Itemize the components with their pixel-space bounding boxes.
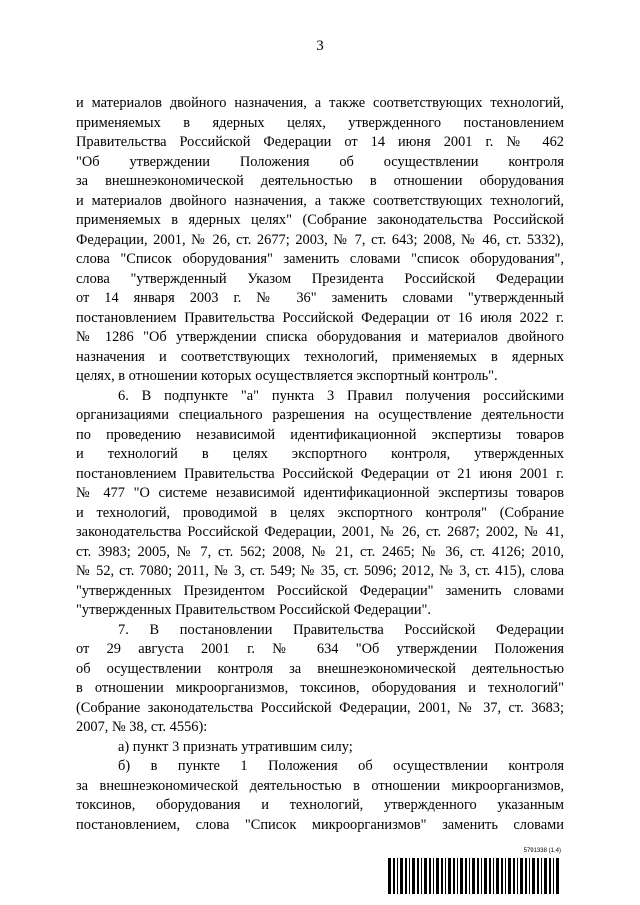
text-line: 6. В подпункте "а" пункта 3 Правил получения российскими [118, 387, 564, 404]
text-line: от 14 января 2003 г. № 36" заменить словами "утвержденный [76, 290, 564, 306]
text-line: Правительства Российской Федерации от 14 июня 2001 г. № 462 [76, 134, 564, 150]
text-line: ст. 3983; 2005, № 7, ст. 562; 2008, № 21, ст. 2465; № 36, ст. 4126; 2010, [76, 543, 564, 560]
text-line: слова "утвержденный Указом Президента Российской Федерации [76, 270, 564, 287]
text-line: № 477 "О системе независимой идентификационной экспертизы товаров [76, 485, 564, 501]
text-line: и технологий, проводимой в целях экспортного контроля" (Собрание [76, 504, 564, 521]
text-line: и материалов двойного назначения, а также соответствующих технологий, [76, 192, 564, 209]
text-line: б) в пункте 1 Положения об осуществлении контроля [118, 758, 564, 774]
text-line: "Об утверждении Положения об осуществлении контроля [76, 153, 564, 170]
text-line: целях, в отношении которых осуществляется экспортный контроль". [76, 368, 498, 384]
text-line: постановлением Правительства Российской Федерации от 21 июня 2001 г. [76, 465, 564, 482]
text-line: слова "Список оборудования" заменить словами "список оборудования", [76, 251, 564, 267]
text-line: токсинов, оборудования и технологий, утвержденного указанным [76, 797, 564, 813]
text-line: применяемых в ядерных целях, утвержденного постановлением [76, 114, 564, 131]
text-line: от 29 августа 2001 г. № 634 "Об утверждении Положения [76, 641, 564, 657]
text-line: № 1286 "Об утверждении списка оборудования и материалов двойного [76, 329, 564, 345]
text-line: в отношении микроорганизмов, токсинов, оборудования и технологий" [76, 680, 564, 696]
text-line: за внешнеэкономической деятельностью в отношении микроорганизмов, [76, 777, 564, 794]
text-line: 7. В постановлении Правительства Российской Федерации [118, 621, 564, 638]
text-line: законодательства Российской Федерации, 2001, № 26, ст. 2687; 2002, № 41, [76, 524, 564, 540]
barcode-block [386, 848, 566, 896]
text-line: постановлением, слова "Список микроорганизмов" заменить словами [76, 816, 564, 833]
barcode-caption: 5791338 (1.4) [523, 848, 561, 854]
text-line: и технологий в целях экспортного контроля, утвержденных [76, 446, 564, 462]
text-line: по проведению независимой идентификационной экспертизы товаров [76, 426, 564, 443]
text-line: постановлением Правительства Российской Федерации от 16 июля 2022 г. [76, 309, 564, 326]
document-body [76, 94, 564, 835]
text-line: а) пункт 3 признать утратившим силу; [118, 738, 353, 755]
text-line: "утвержденных Президентом Российской Федерации" заменить словами [76, 582, 564, 599]
text-line: применяемых в ядерных целях" (Собрание законодательства Российской [76, 212, 564, 228]
text-line: "утвержденных Правительством Российской Федерации". [76, 602, 432, 618]
text-line: организациями специального разрешения на осуществление деятельности [76, 407, 564, 423]
text-line: и материалов двойного назначения, а также соответствующих технологий, [76, 95, 564, 111]
text-line: № 52, ст. 7080; 2011, № 3, ст. 549; № 35, ст. 5096; 2012, № 3, ст. 415), слова [76, 563, 564, 579]
text-line: назначения и соответствующих технологий, применяемых в ядерных [76, 348, 564, 365]
text-line: за внешнеэкономической деятельностью в отношении оборудования [76, 173, 564, 189]
text-line: об осуществлении контроля за внешнеэкономической деятельностью [76, 660, 564, 677]
barcode-image [386, 858, 564, 894]
text-line: (Собрание законодательства Российской Федерации, 2001, № 37, ст. 3683; [76, 699, 564, 716]
page-number: 3 [316, 38, 324, 54]
text-line: Федерации, 2001, № 26, ст. 2677; 2003, № 7, ст. 643; 2008, № 46, ст. 5332), [76, 231, 564, 248]
text-line: 2007, № 38, ст. 4556): [76, 719, 208, 735]
